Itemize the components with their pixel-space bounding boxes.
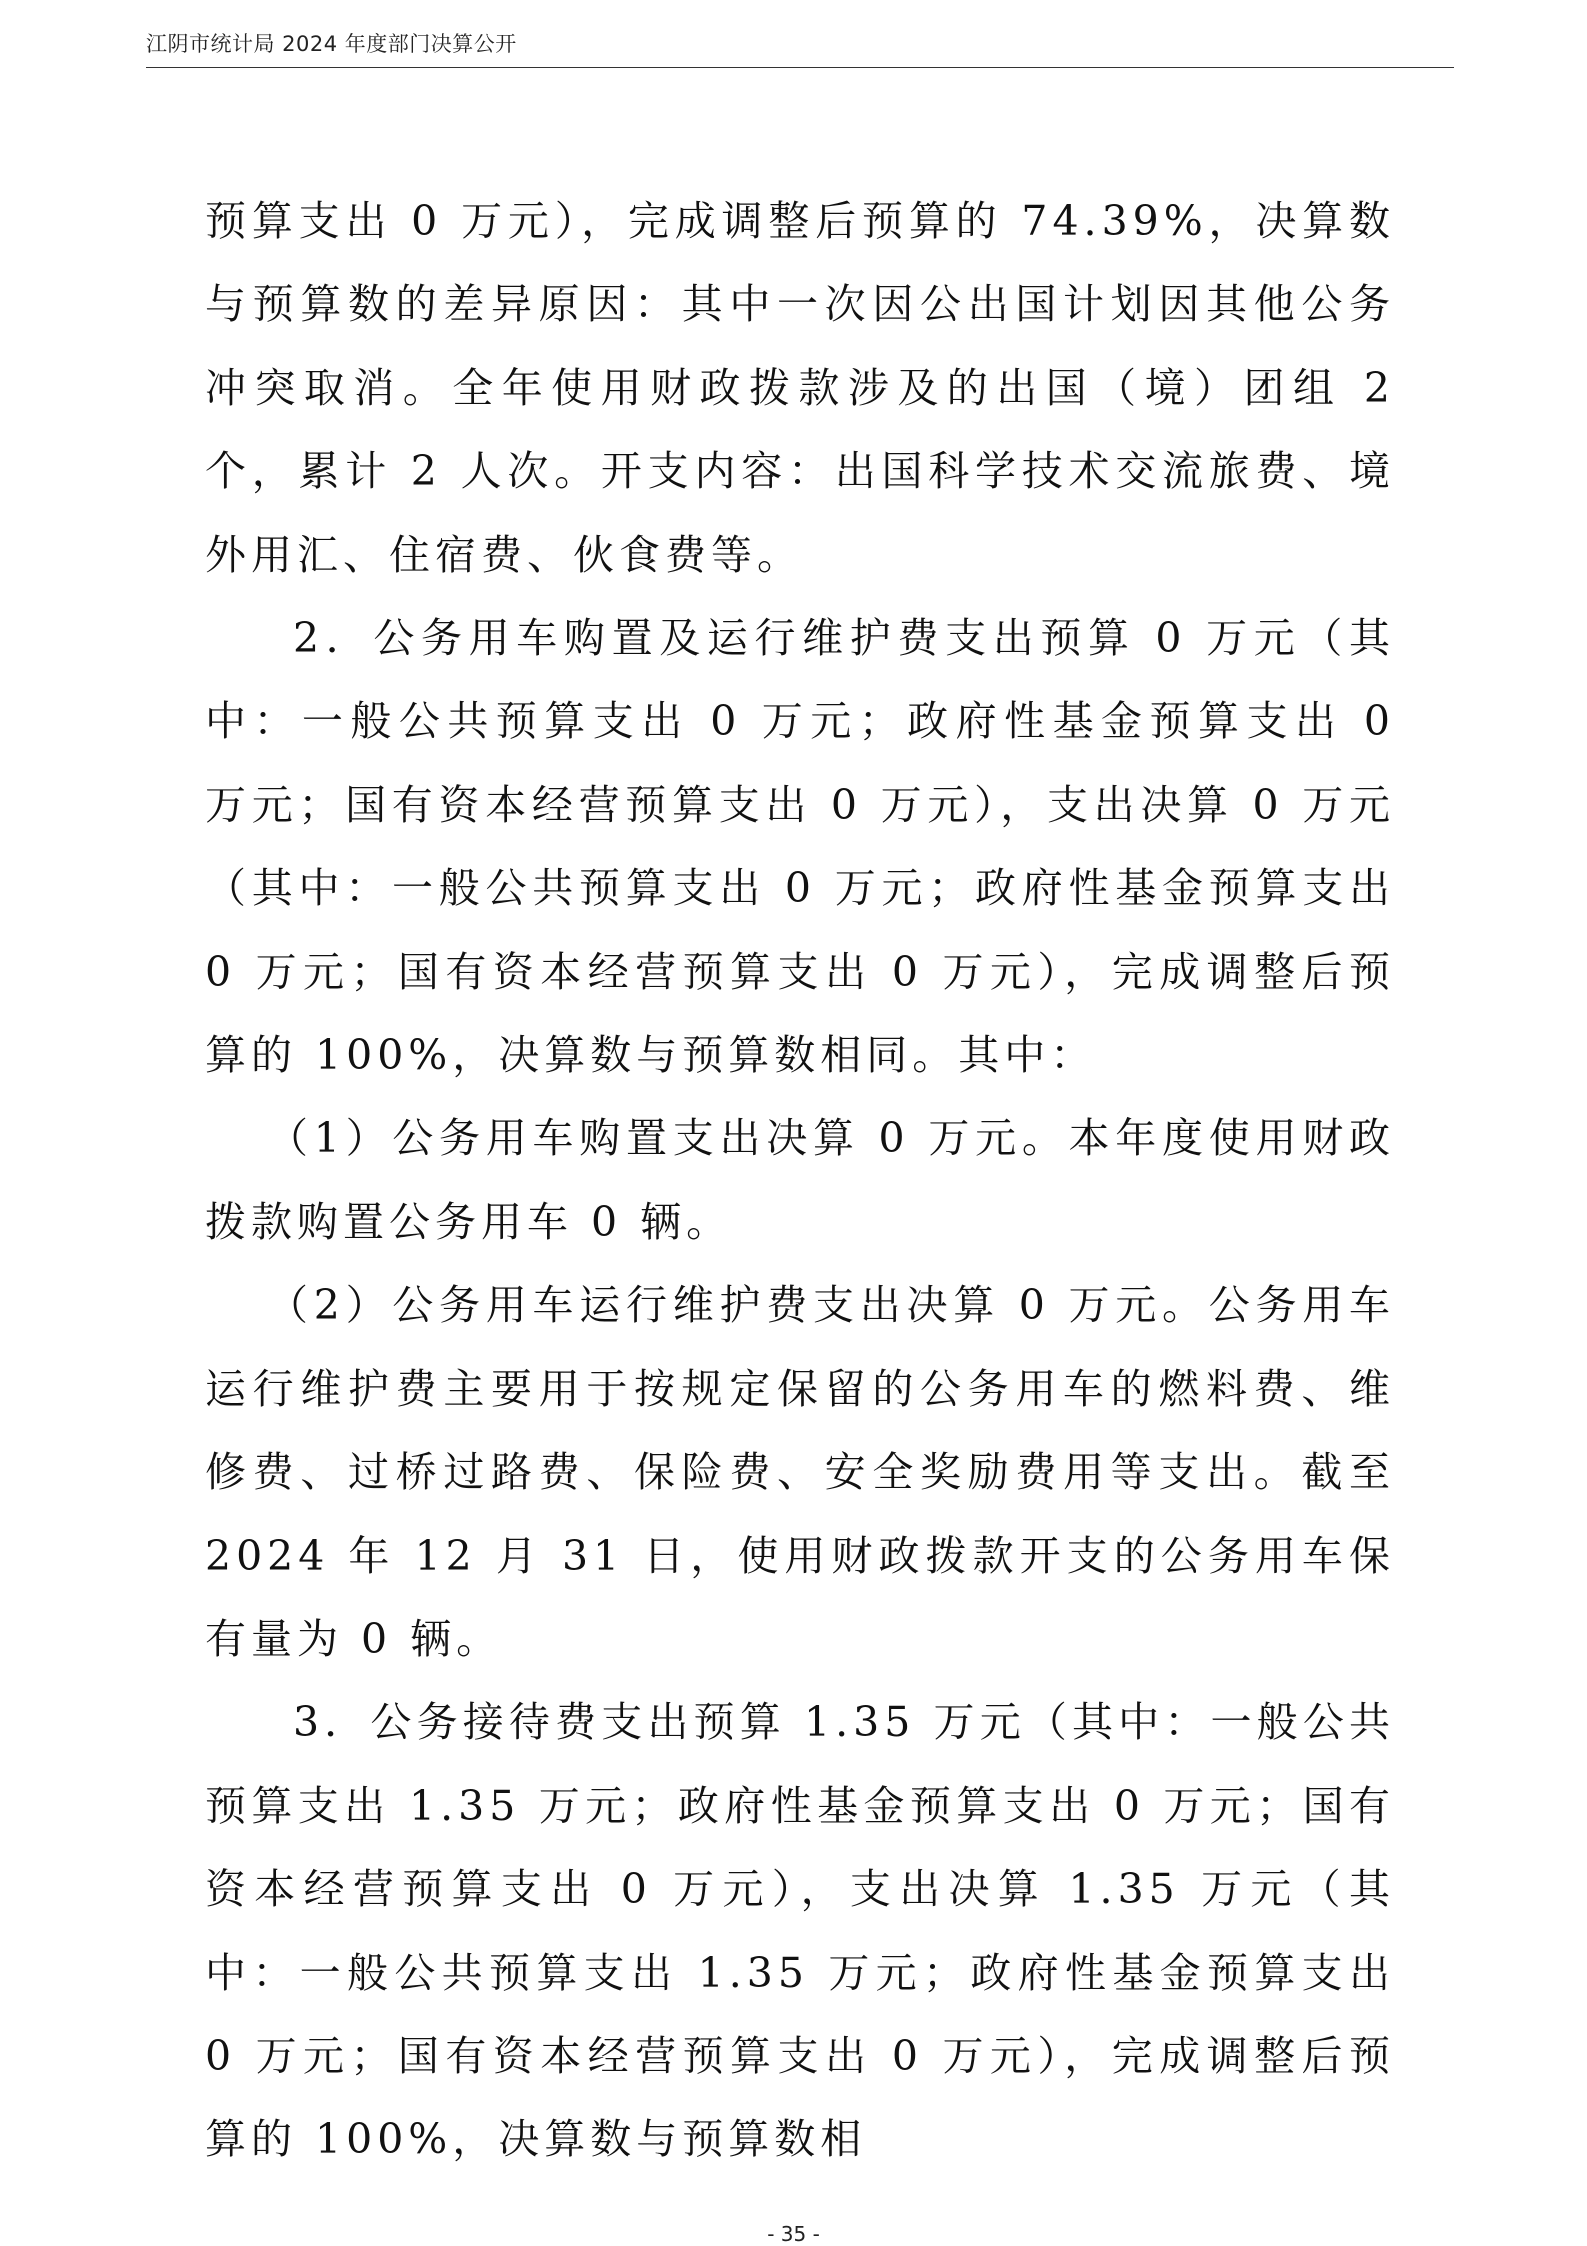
paragraph-overseas-travel-continued: 预算支出 0 万元），完成调整后预算的 74.39%，决算数与预算数的差异原因：其中一次因公出国计划因其他公务冲突取消。全年使用财政拨款涉及的出国（境）团组 2 个，累计 2 人次。开支内容：出国科学技术交流旅费、境外用汇、住宿费、伙食费等。 <box>205 197 1395 579</box>
document-body <box>205 180 1395 2182</box>
header-divider <box>146 67 1454 68</box>
paragraph-vehicle-purchase: （1）公务用车购置支出决算 0 万元。本年度使用财政拨款购置公务用车 0 辆。 <box>205 1114 1395 1246</box>
paragraph-vehicle-expenses: 2．公务用车购置及运行维护费支出预算 0 万元（其中：一般公共预算支出 0 万元；政府性基金预算支出 0 万元；国有资本经营预算支出 0 万元），支出决算 0 万元（其中：一般公共预算支出 0 万元；政府性基金预算支出 0 万元；国有资本经营预算支出 0 万元），完成调整后预算的 100%，决算数与预算数相同。其中： <box>205 614 1395 1080</box>
paragraph-vehicle-maintenance: （2）公务用车运行维护费支出决算 0 万元。公务用车运行维护费主要用于按规定保留的公务用车的燃料费、维修费、过桥过路费、保险费、安全奖励费用等支出。截至 2024 年 12 月 31 日，使用财政拨款开支的公务用车保有量为 0 辆。 <box>205 1281 1395 1663</box>
paragraph-reception-expenses: 3．公务接待费支出预算 1.35 万元（其中：一般公共预算支出 1.35 万元；政府性基金预算支出 0 万元；国有资本经营预算支出 0 万元），支出决算 1.35 万元（其中：一般公共预算支出 1.35 万元；政府性基金预算支出 0 万元；国有资本经营预算支出 0 万元），完成调整后预算的 100%，决算数与预算数相 <box>205 1698 1395 2164</box>
page-number: - 35 - <box>767 2222 820 2246</box>
running-header: 江阴市统计局 2024 年度部门决算公开 <box>146 32 517 56</box>
